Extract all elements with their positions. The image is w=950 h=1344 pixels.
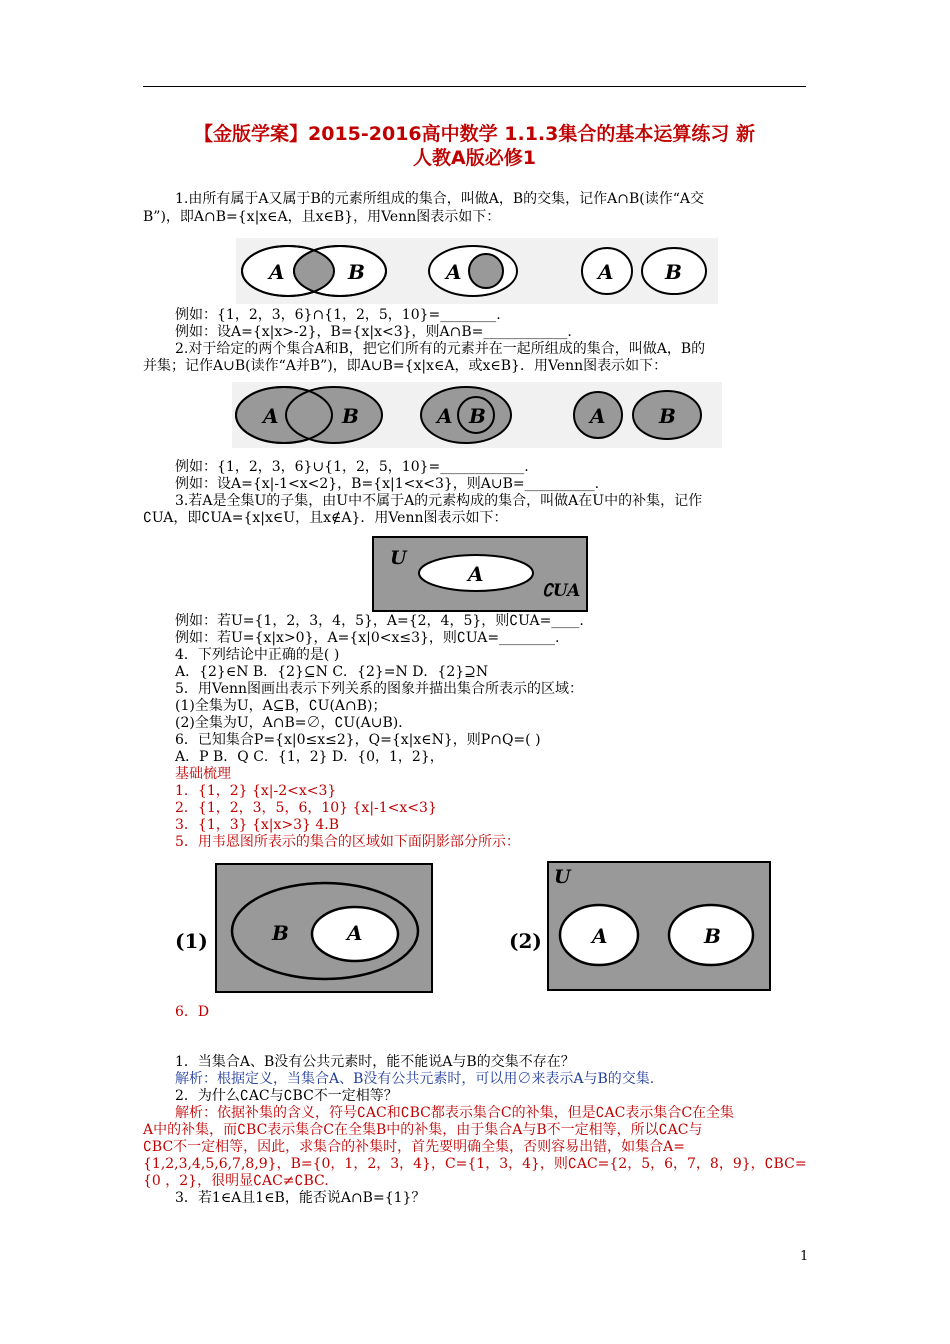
venn-label-a: A: [468, 562, 484, 586]
answer-line: 3．{1，3} {x|x>3} 4.B: [175, 817, 340, 833]
venn-label-b: B: [348, 260, 365, 284]
text-line: 例如：{1，2，3，6}∪{1，2，5，10}=____________.: [175, 459, 529, 475]
text-line: (2)全集为U，A∩B=∅，∁U(A∪B)．: [175, 715, 413, 731]
answer-line: 2．{1，2，3，5，6，10} {x|-1<x<3}: [175, 800, 437, 816]
venn-label-b: B: [342, 404, 359, 428]
answers-heading: 基础梳理: [175, 766, 231, 782]
venn-label-a: A: [598, 260, 614, 284]
text-line: 2.对于给定的两个集合A和B，把它们所有的元素并在一起所组成的集合，叫做A，B的: [175, 341, 706, 357]
venn-union-diagram: [232, 382, 722, 448]
text-line: (1)全集为U，A⊆B，∁U(A∩B)；: [175, 698, 387, 714]
venn-label-b: B: [665, 260, 682, 284]
question-line: 1．当集合A、B没有公共元素时，能不能说A与B的交集不存在？: [175, 1054, 575, 1070]
venn-label-u: U: [554, 866, 571, 888]
text-line: 例如：{1，2，3，6}∩{1，2，5，10}=________.: [175, 307, 501, 323]
venn-label-a: A: [437, 404, 453, 428]
venn-label-a: A: [347, 921, 363, 945]
text-line: 例如：若U={x|x>0}，A={x|0<x≤3}，则∁UA=________.: [175, 630, 560, 646]
text-line: 3.若A是全集U的子集，由U中不属于A的元素构成的集合，叫做A在U中的补集，记作: [175, 493, 703, 509]
text-line: 并集；记作A∪B(读作“A并B”)，即A∪B={x|x∈A，或x∈B}．用Venn图表示如下：: [143, 358, 668, 374]
analysis-line: {0 ，2}，很明显∁AC≠∁BC.: [143, 1173, 329, 1189]
text-line: 例如：若U={1，2，3，4，5}，A={2，4，5}，则∁UA=____.: [175, 613, 584, 629]
answer-line: 5．用韦恩图所表示的集合的区域如下面阴影部分所示：: [175, 834, 520, 850]
page-title: [143, 122, 806, 170]
analysis-line: 解析：根据定义，当集合A、B没有公共元素时，可以用∅来表示A与B的交集.: [175, 1071, 655, 1087]
text-line: 例如：设A={x|x>-2}，B={x|x<3}，则A∩B=____________.: [175, 324, 572, 340]
question-line: 2．为什么∁AC与∁BC不一定相等？: [175, 1088, 398, 1104]
answer-venn-diagrams: [175, 858, 775, 998]
venn-label-b: B: [659, 404, 676, 428]
title-line-2: 人教A版必修1: [413, 147, 536, 169]
analysis-line: ∁BC不一定相等，因此，求集合的补集时，首先要明确全集，否则容易出错，如集合A=: [143, 1139, 686, 1155]
venn-label-b: B: [469, 404, 486, 428]
analysis-line: A中的补集，而∁BC表示集合C在全集B中的补集，由于集合A与B不一定相等，所以∁AC与: [143, 1122, 703, 1138]
answer-line: 1．{1，2} {x|-2<x<3}: [175, 783, 337, 799]
text-line: 6．已知集合P={x|0≤x≤2}，Q={x|x∈N}，则P∩Q=( ): [175, 732, 541, 748]
text-line: 1.由所有属于A又属于B的元素所组成的集合，叫做A，B的交集，记作A∩B(读作“A交: [175, 191, 705, 207]
question-line: 3．若1∈A且1∈B，能否说A∩B={1}？: [175, 1190, 426, 1206]
venn-label-a: A: [263, 404, 279, 428]
analysis-line: {1,2,3,4,5,6,7,8,9}，B={0，1，2，3，4}，C={1，3，4}，则∁AC={2，5，6，7，8，9}，∁BC=: [143, 1156, 807, 1172]
text-line: 例如：设A={x|-1<x<2}，B={x|1<x<3}，则A∪B=__________.: [175, 476, 600, 492]
text-line: ∁UA，即∁UA={x|x∈U，且x∉A}．用Venn图表示如下：: [143, 510, 508, 526]
venn-label-b: B: [704, 924, 721, 948]
title-line-1: 【金版学案】2015-2016高中数学 1.1.3集合的基本运算练习 新: [194, 123, 755, 145]
venn-label-u: U: [390, 547, 407, 569]
venn-label-cua: ∁UA: [542, 581, 581, 601]
venn-label-a: A: [590, 404, 606, 428]
text-line: A．{2}∈N B．{2}⊆N C．{2}=N D．{2}⊇N: [175, 664, 489, 680]
venn-label-a: A: [269, 260, 285, 284]
header-rule: [143, 86, 806, 87]
venn-label-a: A: [446, 260, 462, 284]
answer-line: 6．D: [175, 1004, 210, 1020]
venn-complement-diagram: [372, 536, 588, 612]
text-line: A．P B．Q C．{1，2} D．{0，1，2}，: [175, 749, 444, 765]
venn-intersection-diagram: [236, 238, 718, 304]
analysis-line: 解析：依据补集的含义，符号∁AC和∁BC都表示集合C的补集，但是∁AC表示集合C在全集: [175, 1105, 735, 1121]
venn-label-b: B: [272, 921, 289, 945]
text-line: 4．下列结论中正确的是( ): [175, 647, 340, 663]
venn-label-a: A: [592, 924, 608, 948]
text-line: 5．用Venn图画出表示下列关系的图象并描出集合所表示的区域：: [175, 681, 584, 697]
diagram-label-2: (2): [509, 929, 542, 953]
text-line: B”)，即A∩B={x|x∈A，且x∈B}，用Venn图表示如下：: [143, 209, 501, 225]
diagram-label-1: (1): [175, 929, 208, 953]
page-number: 1: [800, 1249, 809, 1264]
